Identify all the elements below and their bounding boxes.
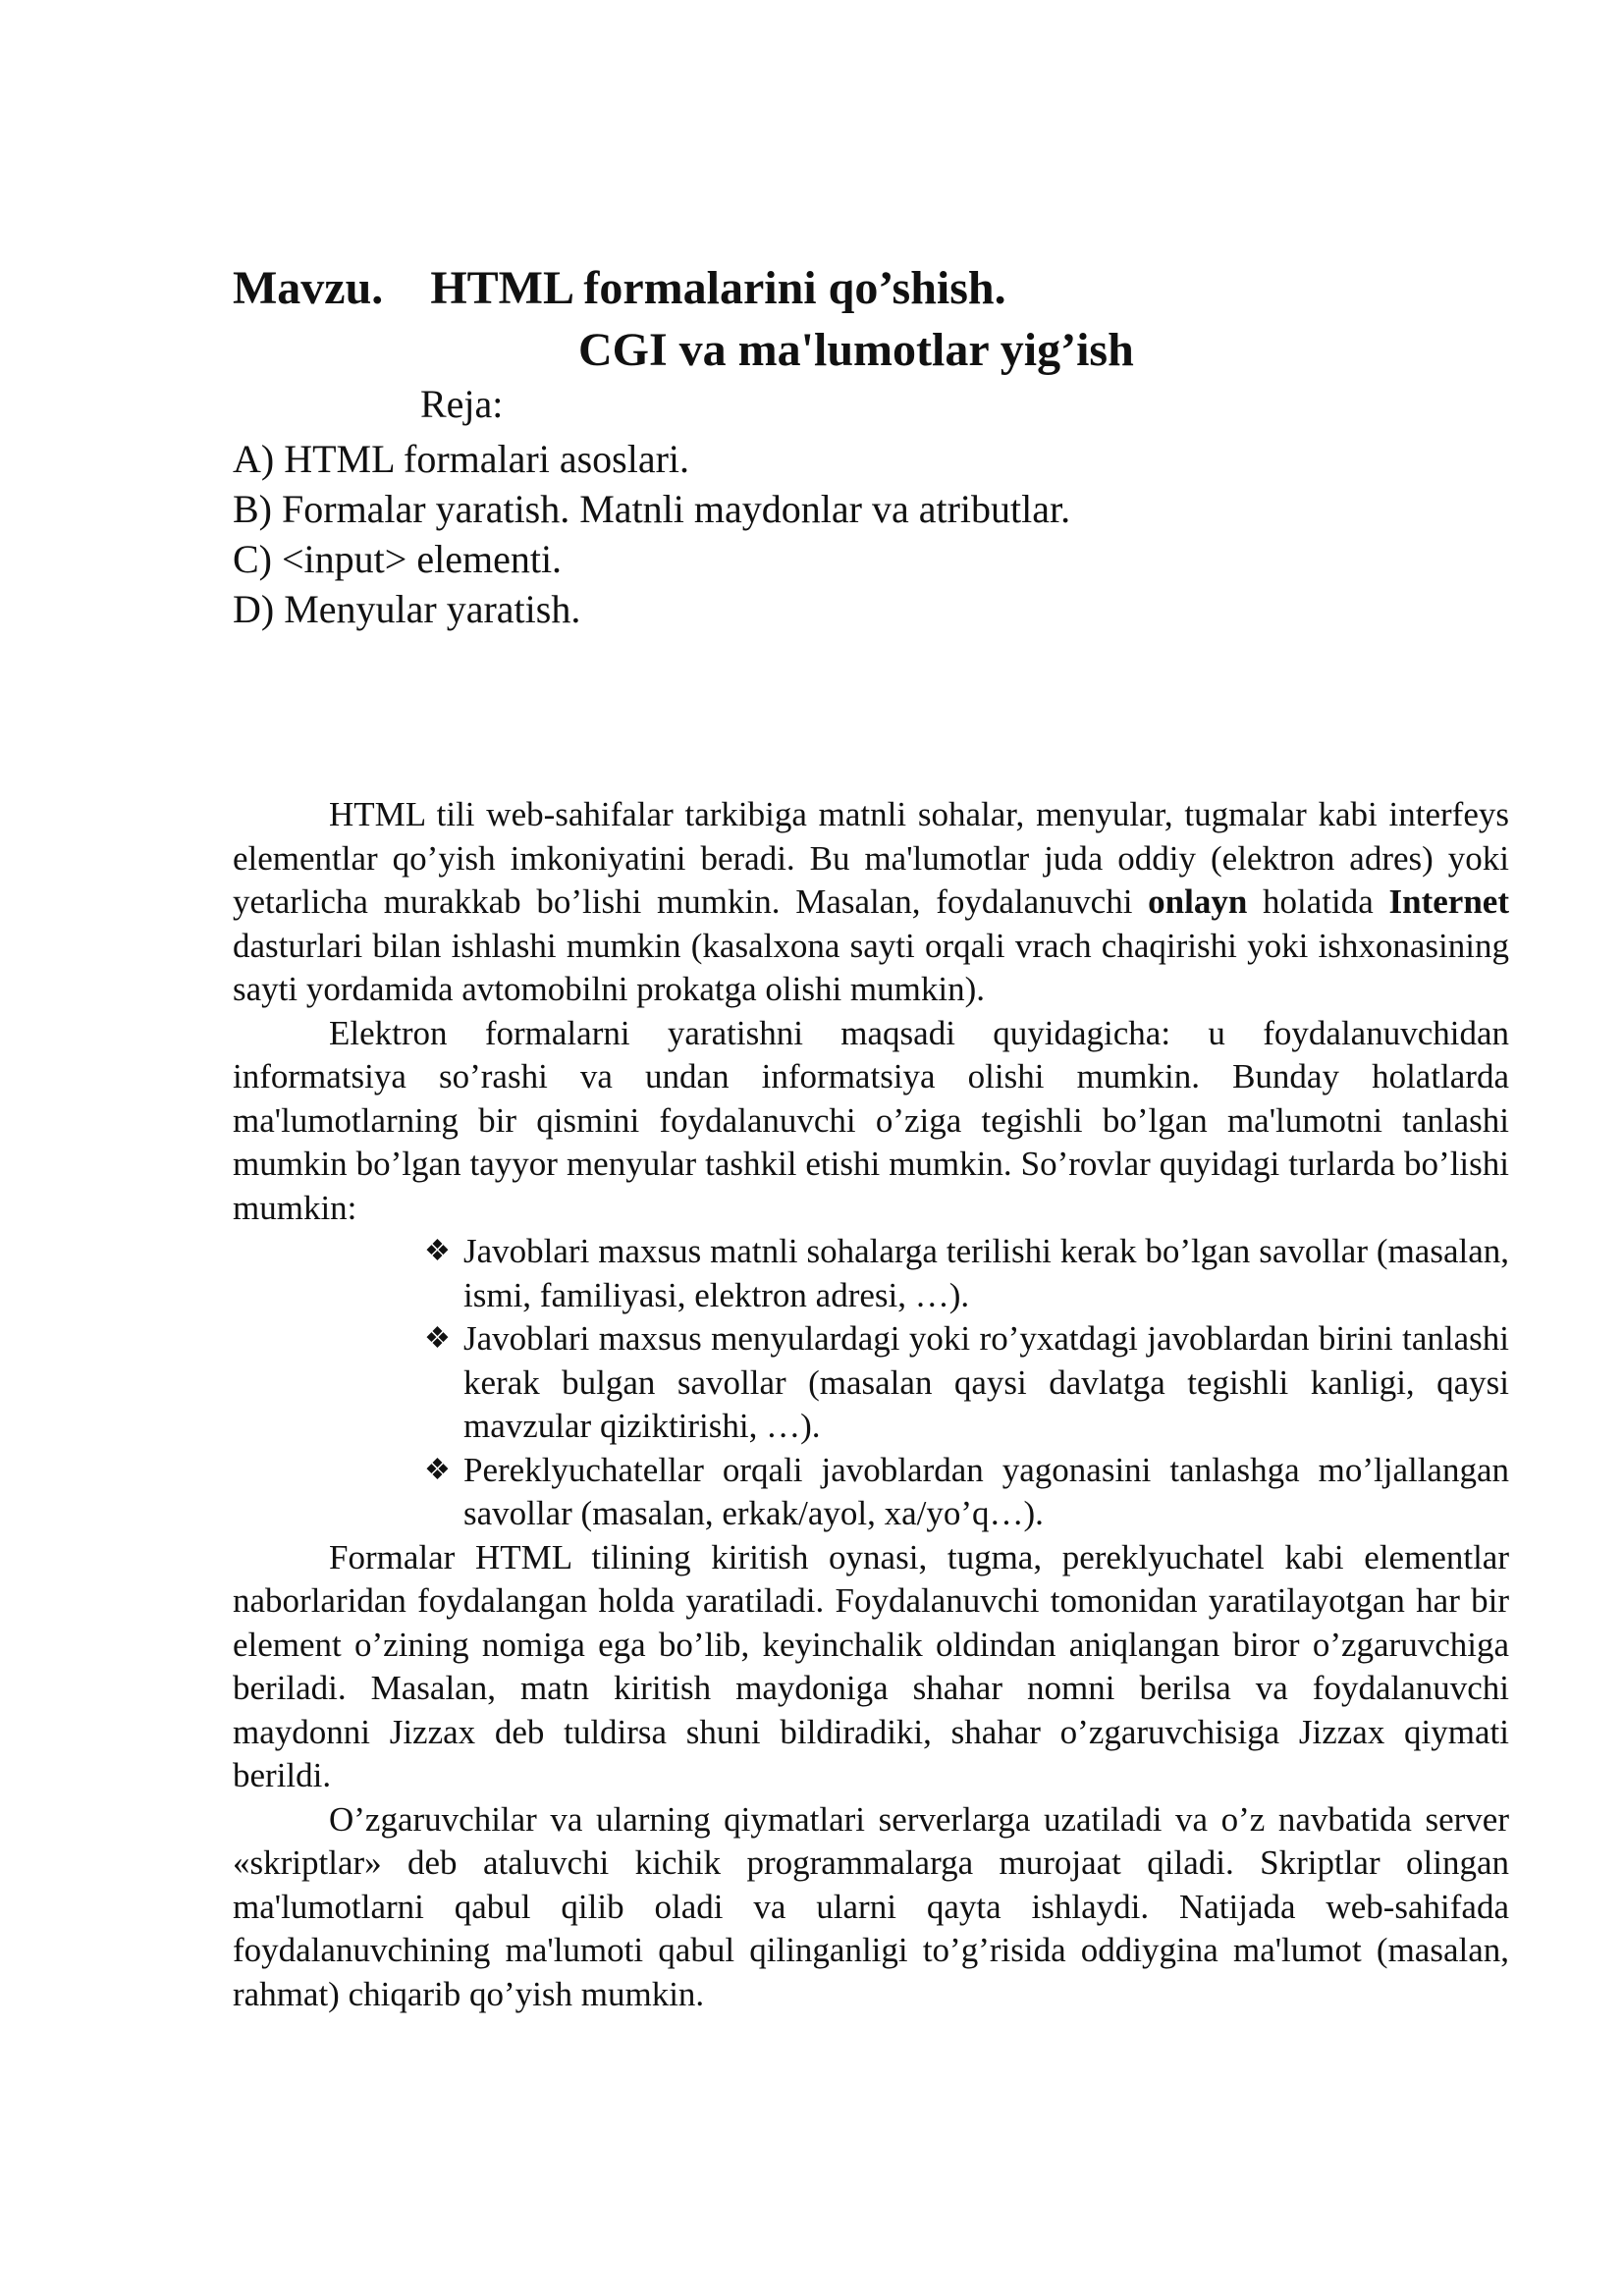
plan-item-d: D) Menyular yaratish. [233,587,581,631]
diamond-bullet-icon: ❖ [424,1322,451,1355]
paragraph-4: O’zgaruvchilar va ularning qiymatlari serverlarga uzatiladi va o’z navbatida server «skriptlar» deb ataluvchi kichik programmalarga murojaat qiladi. Skriptlar olingan ma'lumotlarni qabul qilib oladi va ularni qayta ishlaydi. Natijada web-sahifada foydalanuvchining ma'lumoti qabul qilinganligi to’g’risida oddiygina ma'lumot (masalan, rahmat) chiqarib qo’yish mumkin. [233,1799,1509,2013]
bullet-list [233,1230,1509,1536]
plan-item-b: B) Formalar yaratish. Matnli maydonlar va atributlar. [233,487,1071,531]
list-item [424,1230,1509,1317]
title-mavzu-label: Mavzu. [233,262,384,314]
paragraph-3: Formalar HTML tilining kiritish oynasi, tugma, pereklyuchatel kabi elementlar naborlaridan foydalangan holda yaratiladi. Foydalanuvchi tomonidan yaratilayotgan har bir element o’zining nomiga ega bo’lib, keyinchalik oldindan aniqlangan biror o’zgaruvchiga beriladi. Masalan, matn kiritish maydoniga shahar nomni berilsa va foydalanuvchi maydonni Jizzax deb tuldirsa shuni bildiradiki, shahar o’zgaruvchisiga Jizzax qiymati berildi. [233,1537,1509,1794]
page-title [233,262,1006,314]
list-item-text: Javoblari maxsus menyulardagi yoki ro’yxatdagi javoblardan birini tanlashi kerak bulgan savollar (masalan qaysi davlatga tegishli kanligi, qaysi mavzular qiziktirishi, …). [463,1319,1509,1445]
paragraph-1-text-b: holatida [1247,882,1389,921]
title-topic: HTML formalarini qo’shish. [430,262,1006,314]
paragraph-1-text-a: HTML tili web-sahifalar tarkibiga matnli sohalar, menyular, tugmalar kabi interfeys elementlar qo’yish imkoniyatini beradi. Bu ma'lumotlar juda oddiy (elektron adres) yoki yetarlicha murakkab bo’lishi mumkin. Masalan, foydalanuvchi [233,795,1509,921]
paragraph-1-text-c: dasturlari bilan ishlashi mumkin (kasalxona sayti orqali vrach chaqirishi yoki ishxonasining sayti yordamida avtomobilni prokatga olishi mumkin). [233,926,1509,1008]
plan-label: Reja: [420,382,504,426]
bold-term-onlayn: onlayn [1148,882,1248,921]
paragraph-1 [233,793,1509,1012]
list-item-text: Javoblari maxsus matnli sohalarga terilishi kerak bo’lgan savollar (masalan, ismi, familiyasi, elektron adresi, …). [463,1232,1509,1314]
bold-term-internet: Internet [1388,882,1509,921]
list-item-text: Pereklyuchatellar orqali javoblardan yagonasini tanlashga mo’ljallangan savollar (masalan, erkak/ayol, xa/yo’q…). [463,1450,1509,1532]
list-item [424,1449,1509,1536]
paragraph-2: Elektron formalarni yaratishni maqsadi quyidagicha: u foydalanuvchidan informatsiya so’rashi va undan informatsiya olishi mumkin. Bunday holatlarda ma'lumotlarning bir qismini foydalanuvchi o’ziga tegishli bo’lgan ma'lumotni tanlashi mumkin bo’lgan tayyor menyular tashkil etishi mumkin. So’rovlar quyidagi turlarda bo’lishi mumkin: [233,1013,1509,1227]
plan-item-c: C) <input> elementi. [233,537,563,581]
list-item [424,1317,1509,1449]
diamond-bullet-icon: ❖ [424,1453,451,1486]
body-text [233,793,1509,2016]
page-subtitle: CGI va ma'lumotlar yig’ish [578,324,1134,376]
plan-list [233,434,1070,634]
plan-item-a: A) HTML formalari asoslari. [233,437,690,481]
diamond-bullet-icon: ❖ [424,1235,451,1267]
